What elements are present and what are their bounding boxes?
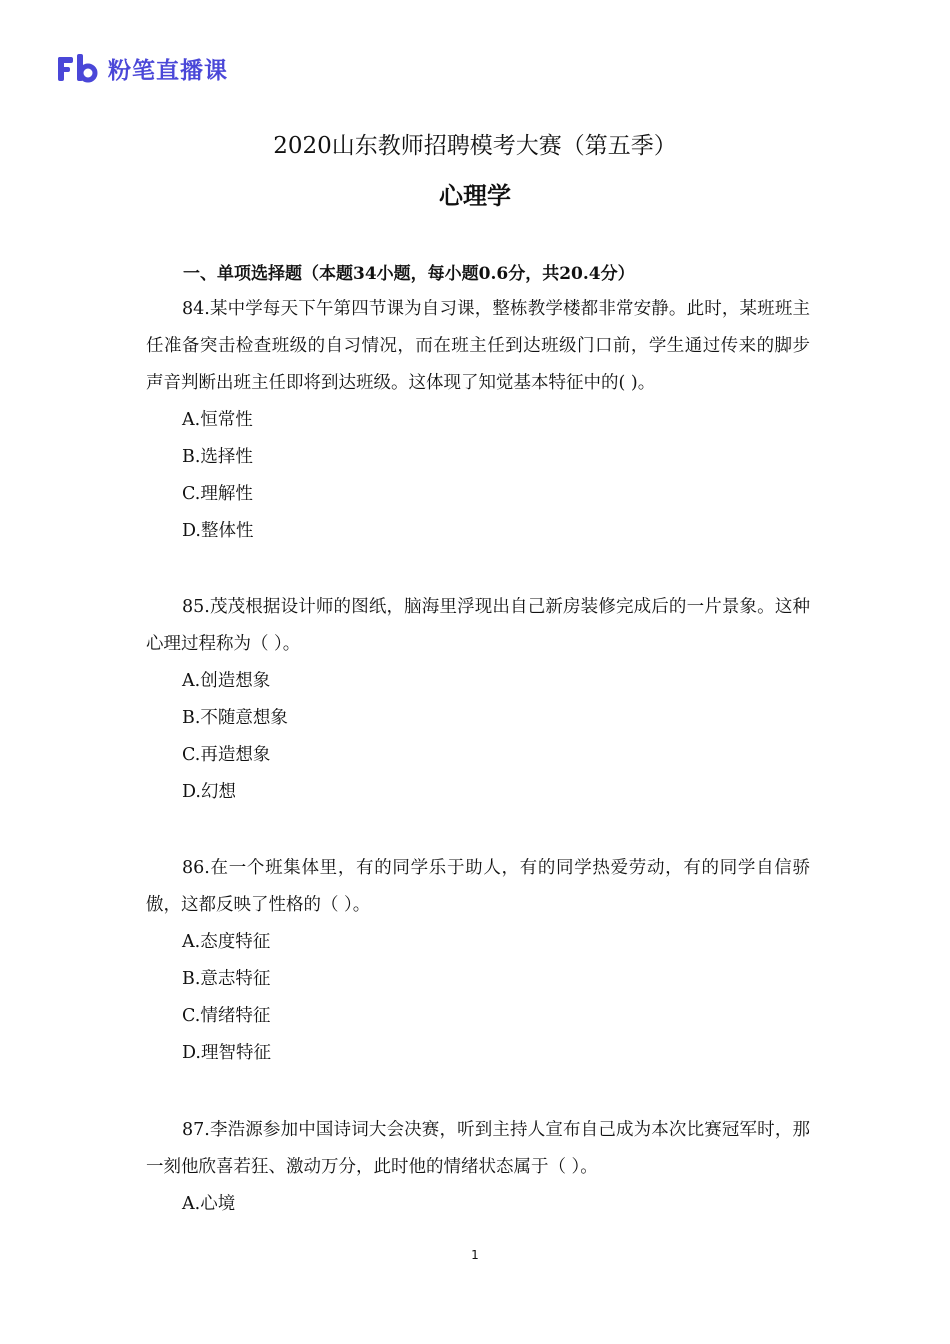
page-subtitle: 心理学 <box>439 181 511 210</box>
option-b: B.意志特征 <box>182 969 271 989</box>
question-87 <box>146 1112 810 1223</box>
question-85 <box>146 589 810 811</box>
fenbi-logo-icon <box>58 54 98 84</box>
option-d: D.整体性 <box>182 521 254 541</box>
option-a: A.恒常性 <box>182 410 253 430</box>
option-c: C.情绪特征 <box>182 1006 271 1026</box>
option-a: A.创造想象 <box>182 671 271 691</box>
option-d: D.理智特征 <box>182 1043 271 1063</box>
question-stem: 84.某中学每天下午第四节课为自习课，整栋教学楼都非常安静。此时，某班班主任准备突击检查班级的自习情况，而在班主任到达班级门口前，学生通过传来的脚步声音判断出班主任即将到达班级。这体现了知觉基本特征中的( )。 <box>146 299 810 393</box>
question-84 <box>146 291 810 550</box>
option-b: B.不随意想象 <box>182 708 288 728</box>
question-stem: 86.在一个班集体里，有的同学乐于助人，有的同学热爱劳动，有的同学自信骄傲，这都反映了性格的（ ）。 <box>146 858 810 915</box>
brand-logo <box>58 52 228 85</box>
option-a: A.态度特征 <box>182 932 271 952</box>
question-stem: 85.茂茂根据设计师的图纸，脑海里浮现出自己新房装修完成后的一片景象。这种心理过程称为（ ）。 <box>146 597 810 654</box>
logo-text: 粉笔直播课 <box>108 58 228 84</box>
option-c: C.再造想象 <box>182 745 271 765</box>
option-b: B.选择性 <box>182 447 253 467</box>
option-c: C.理解性 <box>182 484 253 504</box>
option-a: A.心境 <box>182 1194 236 1214</box>
page-number: 1 <box>471 1248 479 1262</box>
section-heading: 一、单项选择题（本题34小题，每小题0.6分，共20.4分） <box>183 264 635 284</box>
question-stem: 87.李浩源参加中国诗词大会决赛，听到主持人宣布自己成为本次比赛冠军时，那一刻他欣喜若狂、激动万分，此时他的情绪状态属于（ ）。 <box>146 1120 810 1177</box>
question-86 <box>146 850 810 1072</box>
option-d: D.幻想 <box>182 782 236 802</box>
page-title: 2020山东教师招聘模考大赛（第五季） <box>273 133 677 159</box>
